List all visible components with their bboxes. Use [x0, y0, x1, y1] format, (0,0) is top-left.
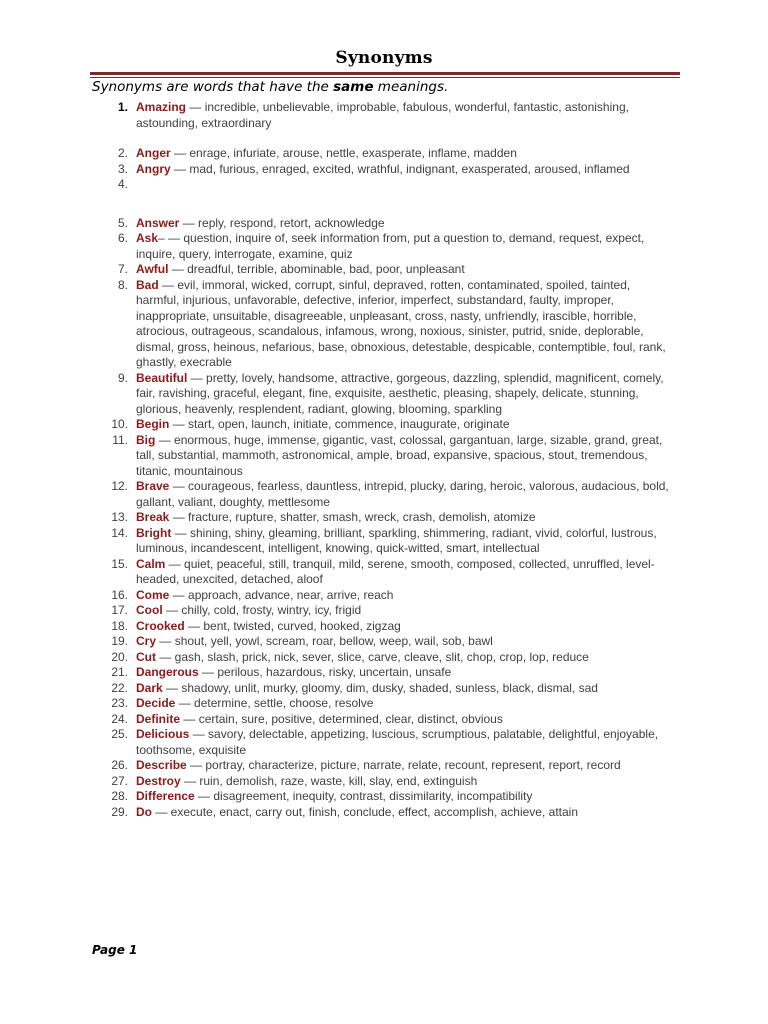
item-number: 22.: [111, 680, 128, 695]
item-word: Answer: [136, 215, 180, 230]
item-synonyms: start, open, launch, initiate, commence, inaugurate, originate: [188, 417, 510, 431]
item-word: Decide: [136, 696, 176, 710]
item-word: Difference: [136, 789, 195, 803]
item-separator: —: [180, 773, 200, 788]
item-synonyms: pretty, lovely, handsome, attractive, gorgeous, dazzling, splendid, magnificent, comely, fair, ravishing, graceful, elegant, fine, exquisite, aesthetic, pleasing, shapely, delicate, stunning, glorious, heavenly, resplendent, radiant, glowing, blooming, sparkling: [136, 370, 664, 416]
item-number: 12.: [111, 479, 128, 493]
item-number: 10.: [111, 417, 128, 431]
item-separator: —: [156, 634, 175, 648]
item-number: 5.: [117, 215, 128, 230]
item-synonyms: perilous, hazardous, risky, uncertain, unsafe: [217, 665, 452, 679]
item-synonyms: evil, immoral, wicked, corrupt, sinful, depraved, rotten, contaminated, spoiled, tainted, harmful, injurious, unfavorable, defective, inferior, imperfect, substandard, faulty, improper, inappropriate, unsuitable, disagreeable, unpleasant, cross, nasty, unfriendly, irascible, horrible, atrocious, outrageous, scandalous, infamous, wrong, noxious, sinister, putrid, snide, deplorable, dismal, gross, heinous, nefarious, base, obnoxious, detestable, despicable, contemptible, foul, rank, ghastly, execrable: [136, 277, 666, 369]
item-synonyms: shining, shiny, gleaming, brilliant, sparkling, shimmering, radiant, vivid, colorful, lustrous, luminous, incandescent, intelligent, knowing, quick-witted, smart, intellectual: [136, 525, 657, 555]
list-item: [0, 557, 676, 588]
intro-after: meanings.: [373, 79, 449, 95]
item-number: 27.: [111, 773, 128, 788]
item-number: 19.: [111, 634, 128, 648]
item-number: 23.: [111, 696, 128, 710]
item-word: Destroy: [136, 773, 181, 788]
item-synonyms: bent, twisted, curved, hooked, zigzag: [203, 618, 401, 633]
list-item: [0, 433, 676, 480]
item-separator: —: [170, 161, 190, 176]
intro-before: Synonyms are words that have the: [92, 79, 334, 95]
item-word: Angry: [136, 161, 171, 176]
item-synonyms: enrage, infuriate, arouse, nettle, exasperate, inflame, madden: [189, 146, 517, 160]
item-word: Describe: [136, 758, 187, 772]
item-number: 16.: [111, 587, 128, 602]
item-separator: —: [169, 510, 189, 524]
item-word: Bright: [136, 525, 172, 540]
item-number: 21.: [111, 665, 128, 679]
item-separator: —: [186, 758, 206, 772]
item-separator: —: [170, 146, 190, 160]
list-item: [0, 510, 676, 526]
item-separator: —: [165, 556, 185, 571]
item-number: 24.: [111, 711, 128, 726]
item-number: 25.: [111, 727, 128, 741]
list-item: [0, 588, 676, 604]
item-synonyms: quiet, peaceful, still, tranquil, mild, serene, smooth, composed, collected, unruffled, level-headed, unexcited, detached, aloof: [136, 556, 655, 586]
item-number: 7.: [117, 262, 128, 276]
list-item: [0, 665, 676, 681]
synonym-list: [0, 100, 768, 820]
item-separator: —: [156, 649, 175, 664]
item-synonyms: execute, enact, carry out, finish, conclude, effect, accomplish, achieve, attain: [170, 804, 579, 819]
item-number: 11.: [112, 432, 128, 447]
item-word: Dangerous: [136, 665, 199, 679]
item-separator: – —: [158, 231, 184, 245]
item-word: Delicious: [136, 727, 190, 741]
intro-sentence: [92, 79, 448, 95]
item-separator: —: [169, 479, 189, 493]
item-word: Beautiful: [136, 370, 188, 385]
list-item: [0, 727, 676, 758]
item-synonyms: question, inquire of, seek information from, put a question to, demand, request, expect, inquire, query, interrogate, examine, quiz: [136, 231, 645, 261]
item-number: 8.: [117, 277, 128, 292]
item-number: 13.: [111, 510, 128, 524]
item-separator: —: [179, 215, 199, 230]
item-synonyms: enormous, huge, immense, gigantic, vast, colossal, gargantuan, large, sizable, grand, great, tall, substantial, mammoth, astronomical, ample, broad, expansive, spacious, stout, tremendous, titanic, mountainous: [136, 432, 663, 478]
item-synonyms: courageous, fearless, dauntless, intrepid, plucky, daring, heroic, valorous, audacious, bold, gallant, valiant, doughty, mettlesome: [136, 479, 669, 509]
item-separator: —: [175, 696, 195, 710]
item-number: 17.: [111, 603, 128, 617]
item-synonyms: certain, sure, positive, determined, clear, distinct, obvious: [198, 711, 503, 726]
item-separator: —: [189, 727, 209, 741]
item-separator: —: [187, 370, 207, 385]
title-rule-thin: [90, 77, 680, 78]
item-synonyms: fracture, rupture, shatter, smash, wreck, crash, demolish, atomize: [188, 510, 536, 524]
item-synonyms: reply, respond, retort, acknowledge: [198, 215, 385, 230]
item-word: Definite: [136, 711, 181, 726]
item-word: Calm: [136, 556, 166, 571]
list-item: [0, 712, 676, 728]
item-word: Ask: [136, 231, 159, 245]
item-word: Begin: [136, 417, 170, 431]
list-item: [0, 146, 676, 162]
item-word: Come: [136, 587, 170, 602]
item-word: Awful: [136, 262, 169, 276]
list-item: [0, 262, 676, 278]
intro-emphasis: same: [333, 79, 374, 95]
title-rule-thick: [90, 72, 680, 75]
item-separator: —: [171, 525, 190, 540]
item-word: Big: [136, 432, 156, 447]
list-item: [0, 634, 676, 650]
item-synonyms: gash, slash, prick, nick, sever, slice, carve, cleave, slit, chop, crop, lop, reduce: [174, 649, 589, 664]
item-separator: —: [184, 618, 204, 633]
page-title: Synonyms: [335, 48, 433, 68]
item-number: 4.: [117, 177, 128, 191]
item-separator: —: [194, 789, 214, 803]
item-number: 26.: [111, 758, 128, 772]
list-item: [0, 681, 676, 697]
item-synonyms: savory, delectable, appetizing, luscious, scrumptious, palatable, delightful, enjoyable, toothsome, exquisite: [136, 727, 659, 757]
item-synonyms: ruin, demolish, raze, waste, kill, slay, end, extinguish: [199, 773, 478, 788]
list-item: [0, 774, 676, 790]
item-word: Anger: [136, 146, 171, 160]
item-separator: —: [186, 100, 205, 114]
item-word: Bad: [136, 277, 159, 292]
list-item: [0, 162, 676, 178]
item-number: 1.: [117, 100, 128, 114]
item-separator: —: [168, 262, 188, 276]
item-number: 29.: [111, 804, 128, 819]
list-item: [0, 758, 676, 774]
item-word: Brave: [136, 479, 170, 493]
page-number: Page 1: [92, 943, 138, 957]
item-word: Cool: [136, 603, 163, 617]
item-word: Amazing: [136, 100, 187, 114]
item-synonyms: dreadful, terrible, abominable, bad, poor, unpleasant: [187, 262, 465, 276]
item-number: 20.: [111, 649, 128, 664]
item-synonyms: shout, yell, yowl, scream, roar, bellow, weep, wail, sob, bawl: [174, 634, 493, 648]
item-number: 9.: [117, 370, 128, 385]
item-word: Cry: [136, 634, 157, 648]
item-word: Dark: [136, 680, 163, 695]
item-word: Cut: [136, 649, 156, 664]
list-item: [0, 216, 676, 232]
item-number: 15.: [111, 556, 128, 571]
list-item: [0, 619, 676, 635]
item-number: 14.: [111, 525, 128, 540]
list-item: [0, 789, 676, 805]
list-item: [0, 479, 676, 510]
list-item: [0, 231, 676, 262]
list-item: [0, 371, 676, 418]
item-separator: —: [169, 587, 189, 602]
item-synonyms: chilly, cold, frosty, wintry, icy, frigid: [181, 603, 362, 617]
item-synonyms: shadowy, unlit, murky, gloomy, dim, dusky, shaded, sunless, black, dismal, sad: [181, 680, 598, 695]
list-item: [0, 650, 676, 666]
item-synonyms: incredible, unbelievable, improbable, fabulous, wonderful, fantastic, astonishing, astounding, extraordinary: [136, 100, 629, 130]
item-synonyms: disagreement, inequity, contrast, dissimilarity, incompatibility: [213, 789, 533, 803]
list-item: [0, 526, 676, 557]
item-separator: —: [169, 417, 189, 431]
item-separator: —: [158, 277, 178, 292]
item-number: 2.: [117, 146, 128, 160]
item-synonyms: portray, characterize, picture, narrate, relate, recount, represent, report, record: [205, 758, 621, 772]
item-synonyms: determine, settle, choose, resolve: [194, 696, 374, 710]
item-separator: —: [152, 804, 171, 819]
item-number: 3.: [117, 161, 128, 176]
list-item: [0, 100, 676, 131]
item-separator: —: [162, 603, 182, 617]
list-item: [0, 278, 676, 371]
item-separator: —: [180, 711, 199, 726]
item-word: Break: [136, 510, 170, 524]
item-word: Do: [136, 804, 152, 819]
item-number: 28.: [111, 789, 128, 803]
list-item: [0, 417, 676, 433]
item-synonyms: approach, advance, near, arrive, reach: [188, 587, 394, 602]
item-word: Crooked: [136, 618, 185, 633]
list-item: [0, 696, 676, 712]
list-item: [0, 805, 676, 821]
list-item: [0, 603, 676, 619]
item-number: 6.: [117, 231, 128, 245]
item-separator: —: [198, 665, 218, 679]
item-separator: —: [155, 432, 175, 447]
item-separator: —: [162, 680, 182, 695]
item-synonyms: mad, furious, enraged, excited, wrathful, indignant, exasperated, aroused, inflamed: [189, 161, 630, 176]
list-item-empty: [0, 177, 676, 193]
item-number: 18.: [111, 618, 128, 633]
